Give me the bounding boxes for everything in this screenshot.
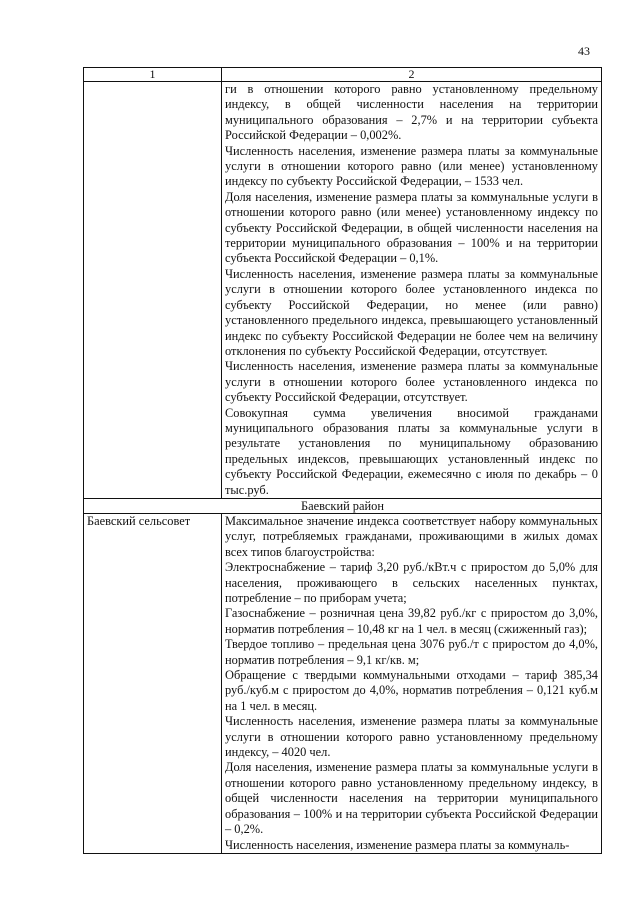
paragraph: Численность населения, изменение размера платы за коммунальные услуги в отношении которого более установленного индекса по субъекту Российской Федерации, отсутствует.: [225, 359, 598, 405]
paragraph: Численность населения, изменение размера платы за коммунальные услуги в отношении которого равно (или менее) установленному индексу по субъекту Российской Федерации, – 1533 чел.: [225, 143, 598, 189]
paragraph: Газоснабжение – розничная цена 39,82 руб./кг с приростом до 3,0%, норматив потребления – 10,48 кг на 1 чел. в месяц (сжиженный газ);: [225, 606, 598, 636]
paragraph: Максимальное значение индекса соответствует набору коммунальных услуг, потребляемых гражданами, проживающими в жилых домах всех типов благоустройства:: [225, 513, 598, 559]
paragraph: ги в отношении которого равно установленному предельному индексу, в общей численности населения на территории муниципального образования – 2,7% и на территории субъекта Российской Федерации – 0,002%.: [225, 82, 598, 143]
table-row: [84, 82, 602, 499]
paragraph: Численность населения, изменение размера платы за коммунальные услуги в отношении которого более установленного индекса по субъекту Российской Федерации, но менее (или равно) установленного предельного индекса, превышающего установленный индекс по субъекту Российской Федерации не более чем на величину отклонения по субъекту Российской Федерации, отсутствует.: [225, 266, 598, 358]
document-table: [83, 67, 602, 854]
description-cell: [222, 82, 602, 499]
description-cell: [222, 513, 602, 853]
paragraph: Электроснабжение – тариф 3,20 руб./кВт.ч с приростом до 5,0% для населения, проживающего в сельских населенных пунктах, потребление – по приборам учета;: [225, 560, 598, 605]
paragraph: Обращение с твердыми коммунальными отходами – тариф 385,34 руб./куб.м с приростом до 4,0%, норматив потребления – 0,121 куб.м на 1 чел. в месяц.: [225, 668, 598, 713]
region-row: [84, 498, 602, 513]
paragraph: Твердое топливо – предельная цена 3076 руб./т с приростом до 4,0%, норматив потребления – 9,1 кг/кв. м;: [225, 637, 598, 667]
column-header-2: 2: [222, 68, 602, 82]
municipality-name: Баевский сельсовет: [84, 513, 222, 853]
paragraph: Доля населения, изменение размера платы за коммунальные услуги в отношении которого равно (или менее) установленному индексу по субъекту Российской Федерации, в общей численности населения на территории муниципального образования – 100% и на территории субъекта Российской Федерации – 0,1%.: [225, 189, 598, 266]
paragraph: Доля населения, изменение размера платы за коммунальные услуги в отношении которого равно установленному предельному индексу, в общей численности населения на территории муниципального образования – 100% и на территории субъекта Российской Федерации – 0,2%.: [225, 760, 598, 837]
column-header-1: 1: [84, 68, 222, 82]
region-title: Баевский район: [84, 498, 602, 513]
empty-name-cell: [84, 82, 222, 499]
page-number: 43: [578, 44, 590, 58]
table-row: [84, 513, 602, 853]
paragraph: Совокупная сумма увеличения вносимой гражданами муниципального образования платы за коммунальные услуги в результате установления по муниципальному образованию предельных индексов, превышающих установленный индекс по субъекту Российской Федерации, ежемесячно с июля по декабрь – 0 тыс.руб.: [225, 405, 598, 497]
cut-off-paragraph: Численность населения, изменение размера платы за коммуналь-: [225, 837, 570, 852]
table-header-row: [84, 68, 602, 82]
paragraph: Численность населения, изменение размера платы за коммунальные услуги в отношении которого равно установленному предельному индексу, – 4020 чел.: [225, 714, 598, 760]
